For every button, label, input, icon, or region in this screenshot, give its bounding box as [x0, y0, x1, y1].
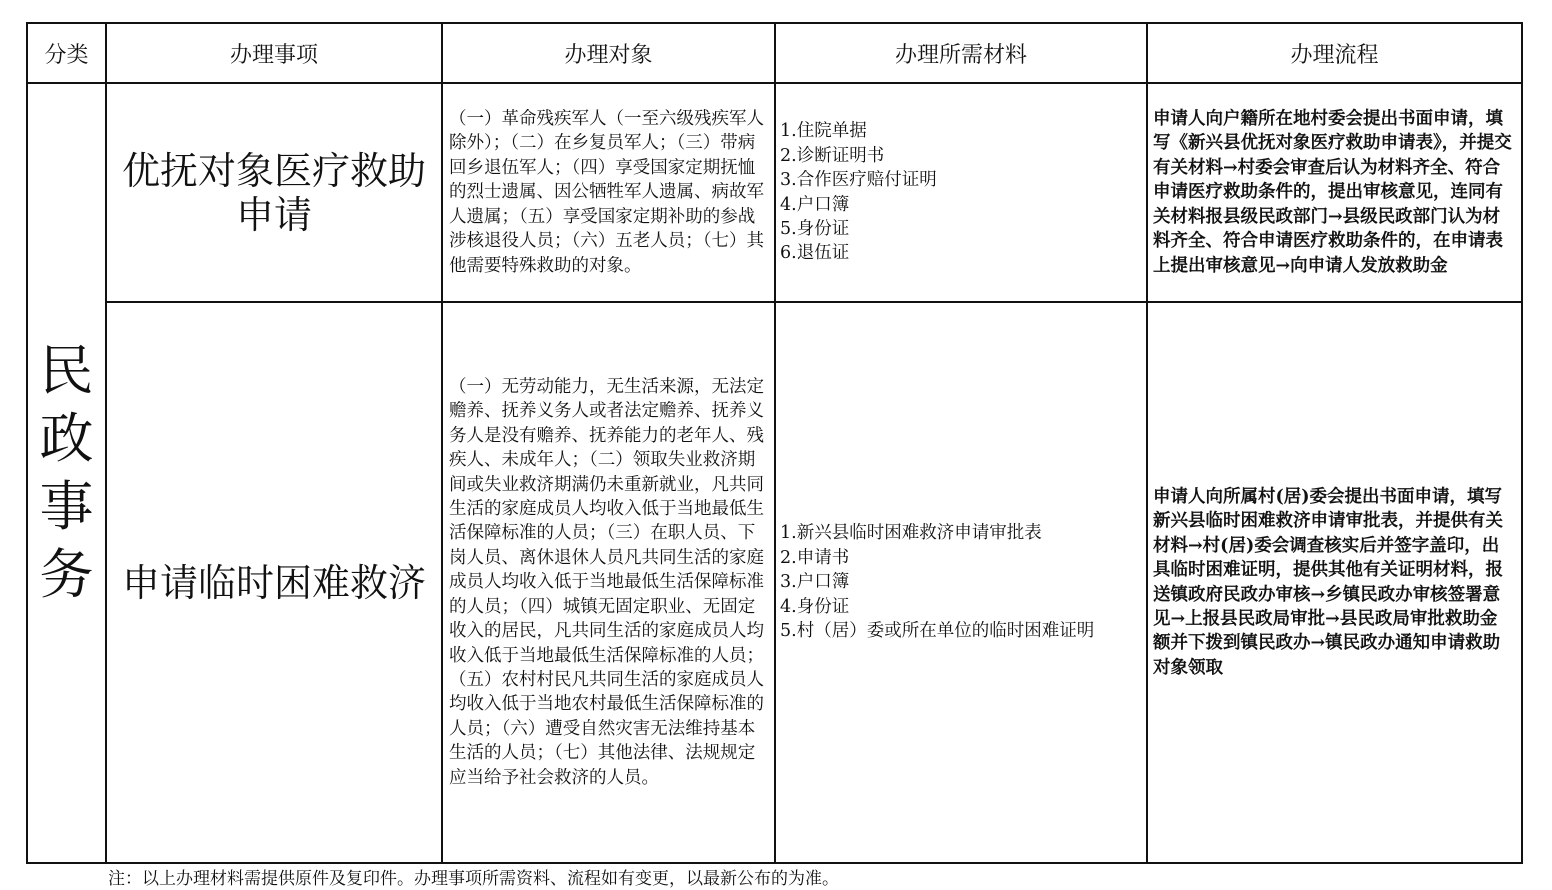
list-item: 5.身份证 [780, 218, 850, 239]
process-text: 申请人向所属村(居)委会提出书面申请，填写新兴县临时困难救济申请审批表，并提供有关材料→村(居)委会调查核实后并签字盖印，出具临时困难证明，提供其他有关证明材料，报送镇政府民政办审核→乡镇民政办审核签署意见→上报县民政局审批→县民政局审批救助金额并下拨到镇民政办→镇民政办通知申请救助对象领取 [1153, 486, 1503, 678]
list-item: 4.户口簿 [780, 194, 850, 215]
item-cell [106, 302, 442, 863]
process-text: 申请人向户籍所在地村委会提出书面申请，填写《新兴县优抚对象医疗救助申请表》，并提交有关材料→村委会审查后认为材料齐全、符合申请医疗救助条件的，提出审核意见，连同有关材料报县级民政部门→县级民政部门认为材料齐全、符合申请医疗救助条件的，在申请表上提出审核意见→向申请人发放救助金 [1153, 109, 1512, 276]
list-item: 1.新兴县临时困难救济申请审批表 [780, 523, 1042, 544]
list-item: 3.合作医疗赔付证明 [780, 170, 937, 191]
materials-list [776, 521, 1146, 643]
services-table [26, 22, 1523, 864]
table-row [27, 83, 1522, 302]
header-target: 办理对象 [442, 23, 775, 83]
target-cell [442, 302, 775, 863]
category-label: 民政事务 [39, 339, 94, 606]
header-row [27, 23, 1522, 83]
list-item: 2.申请书 [780, 547, 850, 568]
header-process: 办理流程 [1147, 23, 1522, 83]
table-row [27, 302, 1522, 863]
target-cell [442, 83, 775, 302]
process-cell [1147, 302, 1522, 863]
target-text: （一）无劳动能力，无生活来源，无法定赡养、抚养义务人或者法定赡养、抚养义务人是没有赡养、抚养能力的老年人、残疾人、未成年人；（二）领取失业救济期间或失业救济期满仍未重新就业，凡共同生活的家庭成员人均收入低于当地最低生活保障标准的人员；（三）在职人员、下岗人员、离休退休人员凡共同生活的家庭成员人均收入低于当地最低生活保障标准的人员；（四）城镇无固定职业、无固定收入的居民，凡共同生活的家庭成员人均收入低于当地最低生活保障标准的人员；（五）农村村民凡共同生活的家庭成员人均收入低于当地农村最低生活保障标准的人员；（六）遭受自然灾害无法维持基本生活的人员；（七）其他法律、法规规定应当给予社会救济的人员。 [449, 377, 764, 788]
process-cell [1147, 83, 1522, 302]
header-category: 分类 [27, 23, 106, 83]
list-item: 4.身份证 [780, 596, 850, 617]
item-title-continued: 申请 [235, 192, 312, 237]
list-item: 1.住院单据 [780, 121, 867, 142]
materials-cell [775, 302, 1147, 863]
header-materials: 办理所需材料 [775, 23, 1147, 83]
materials-list [776, 119, 1146, 265]
list-item: 2.诊断证明书 [780, 145, 885, 166]
list-item: 6.退伍证 [780, 243, 850, 264]
category-cell [27, 83, 106, 863]
item-title: 申请临时困难救济 [121, 560, 426, 605]
item-title: 优抚对象医疗救助 [121, 148, 426, 193]
list-item: 3.户口簿 [780, 572, 850, 593]
item-cell [106, 83, 442, 302]
list-item: 5.村（居）委或所在单位的临时困难证明 [780, 621, 1095, 642]
materials-cell [775, 83, 1147, 302]
footnote: 注：以上办理材料需提供原件及复印件。办理事项所需资料、流程如有变更，以最新公布的为准。 [108, 869, 839, 889]
target-text: （一）革命残疾军人（一至六级残疾军人除外）；（二）在乡复员军人；（三）带病回乡退伍军人；（四）享受国家定期抚恤的烈士遗属、因公牺牲军人遗属、病故军人遗属；（五）享受国家定期补助的参战涉核退役人员；（六）五老人员；（七）其他需要特殊救助的对象。 [449, 109, 764, 276]
header-item: 办理事项 [106, 23, 442, 83]
